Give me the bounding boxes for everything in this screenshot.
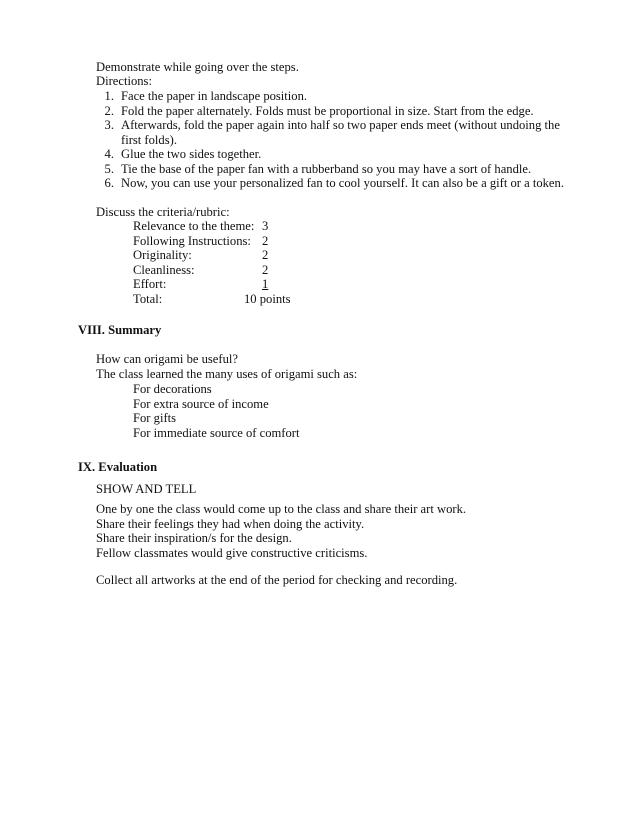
rubric-criterion: Cleanliness: bbox=[133, 262, 195, 277]
summary-lead: The class learned the many uses of origami such as: bbox=[96, 367, 358, 381]
rubric-row bbox=[133, 292, 333, 307]
list-item: 2. Fold the paper alternately. Folds must be proportional in size. Start from the edge. bbox=[104, 103, 534, 118]
directions-list bbox=[96, 89, 564, 191]
rubric-label: Discuss the criteria/rubric: bbox=[96, 205, 230, 219]
rubric-criterion: Originality: bbox=[133, 248, 192, 262]
rubric-table bbox=[133, 219, 333, 306]
rubric-criterion: Effort: bbox=[133, 277, 167, 291]
rubric-score: 1 bbox=[262, 277, 269, 291]
evaluation-title: SHOW AND TELL bbox=[96, 482, 197, 496]
rubric-criterion: Relevance to the theme: bbox=[133, 219, 255, 233]
rubric-total: 10 points bbox=[244, 291, 291, 306]
rubric-score: 2 bbox=[262, 233, 269, 248]
rubric-criterion: Total: bbox=[133, 291, 163, 306]
rubric-score: 2 bbox=[262, 248, 269, 262]
rubric-score: 2 bbox=[262, 262, 269, 277]
evaluation-line: Fellow classmates would give constructive criticisms. bbox=[96, 545, 368, 560]
summary-question: How can origami be useful? bbox=[96, 352, 238, 366]
evaluation-line: Share their inspiration/s for the design. bbox=[96, 531, 292, 545]
list-item: 4. Glue the two sides together. bbox=[104, 147, 262, 161]
evaluation-line: Share their feelings they had when doing the activity. bbox=[96, 516, 365, 531]
list-item: 5. Tie the base of the paper fan with a rubberband so you may have a sort of handle. bbox=[104, 161, 532, 176]
summary-heading: VIII. Summary bbox=[78, 323, 162, 337]
list-item: For extra source of income bbox=[133, 396, 269, 411]
rubric-row bbox=[133, 219, 333, 234]
summary-list bbox=[133, 382, 299, 440]
list-item: 3. Afterwards, fold the paper again into half so two paper ends meet (without undoing the bbox=[104, 118, 560, 132]
rubric-row bbox=[133, 248, 333, 263]
rubric-row bbox=[133, 277, 333, 292]
list-item: 1. Face the paper in landscape position. bbox=[104, 89, 308, 103]
directions-label: Directions: bbox=[96, 74, 152, 88]
list-item: For decorations bbox=[133, 382, 212, 396]
rubric-criterion: Following Instructions: bbox=[133, 233, 251, 248]
evaluation-heading: IX. Evaluation bbox=[78, 460, 158, 474]
intro-text: Demonstrate while going over the steps. bbox=[96, 60, 299, 74]
list-item: For gifts bbox=[133, 411, 177, 425]
list-item-continuation: first folds). bbox=[121, 132, 177, 147]
list-item: For immediate source of comfort bbox=[133, 425, 300, 440]
list-item: 6. Now, you can use your personalized fan to cool yourself. It can also be a gift or a token. bbox=[104, 176, 564, 190]
rubric-row bbox=[133, 234, 333, 249]
evaluation-line: One by one the class would come up to the class and share their art work. bbox=[96, 502, 467, 516]
evaluation-closing: Collect all artworks at the end of the period for checking and recording. bbox=[96, 573, 458, 587]
evaluation-lines bbox=[96, 502, 466, 560]
rubric-score: 3 bbox=[262, 219, 269, 233]
rubric-row bbox=[133, 263, 333, 278]
